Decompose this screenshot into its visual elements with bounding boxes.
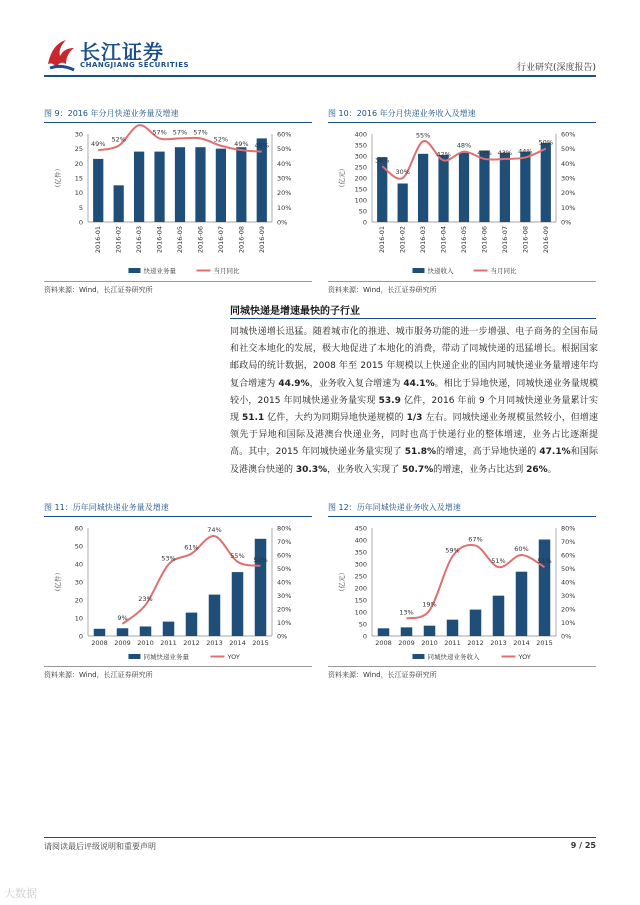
yoy-data-label: 48% bbox=[456, 141, 472, 150]
bar bbox=[398, 184, 408, 223]
y-tick-label: 100 bbox=[354, 608, 367, 617]
y2-tick-label: 50% bbox=[277, 565, 292, 573]
bar bbox=[94, 629, 106, 636]
y-tick-label: 0 bbox=[362, 632, 367, 641]
yoy-data-label: 38% bbox=[374, 156, 390, 165]
figure-9-source-rule bbox=[44, 281, 312, 282]
paragraph-run: 51.8% bbox=[404, 447, 436, 458]
y-tick-label: 30 bbox=[74, 130, 83, 139]
y2-tick-label: 40% bbox=[277, 159, 292, 168]
y2-tick-label: 50% bbox=[561, 145, 576, 154]
y2-tick-label: 30% bbox=[277, 592, 292, 600]
bar bbox=[447, 620, 459, 636]
y2-tick-label: 20% bbox=[561, 189, 576, 198]
x-tick-label: 2016-09 bbox=[541, 226, 550, 254]
paragraph-run: 1/3 bbox=[406, 413, 423, 424]
x-tick-label: 2016-04 bbox=[439, 226, 448, 254]
bar bbox=[516, 572, 528, 636]
y2-tick-label: 0% bbox=[277, 218, 288, 227]
x-tick-label: 2016-04 bbox=[155, 226, 164, 254]
figure-10-source: 资料来源：Wind，长江证券研究所 bbox=[328, 286, 437, 294]
bar bbox=[140, 626, 152, 636]
yoy-data-label: 43% bbox=[497, 148, 513, 157]
bar bbox=[500, 153, 510, 222]
y-tick-label: 10 bbox=[74, 189, 83, 198]
figure-9-title: 图 9：2016 年分月快递业务量及增速 bbox=[44, 109, 179, 118]
bar bbox=[195, 147, 205, 222]
y2-tick-label: 20% bbox=[277, 605, 292, 614]
y2-tick-label: 10% bbox=[561, 619, 576, 627]
legend-bar-label: 同城快递业务量 bbox=[143, 653, 189, 661]
x-tick-label: 2016-06 bbox=[196, 226, 205, 254]
yoy-data-label: 55% bbox=[415, 131, 431, 140]
footer-divider bbox=[44, 837, 596, 838]
y2-tick-label: 60% bbox=[277, 130, 292, 139]
figure-12-source: 资料来源：Wind，长江证券研究所 bbox=[328, 671, 437, 679]
yoy-data-label: 13% bbox=[399, 608, 414, 617]
yoy-data-label: 51% bbox=[537, 557, 552, 566]
paragraph-run: 50.7% bbox=[401, 464, 434, 475]
legend-bar-label: 快递业务量 bbox=[143, 267, 176, 275]
y-tick-label: 100 bbox=[354, 196, 367, 205]
y-tick-label: 0 bbox=[362, 218, 367, 227]
yoy-data-label: 67% bbox=[468, 535, 483, 544]
y-axis-label: （亿元） bbox=[338, 165, 346, 191]
x-tick-label: 2015 bbox=[536, 639, 553, 647]
y-tick-label: 350 bbox=[354, 548, 367, 557]
x-tick-label: 2016-02 bbox=[114, 226, 123, 254]
bar bbox=[424, 626, 436, 636]
paragraph-run: 。 bbox=[547, 464, 557, 475]
legend-line-label: 当月同比 bbox=[213, 267, 240, 275]
y2-tick-label: 70% bbox=[561, 538, 576, 546]
yoy-data-label: 43% bbox=[477, 148, 492, 157]
paragraph-run: 30.3% bbox=[295, 464, 328, 475]
figure-10-rule bbox=[328, 122, 596, 123]
header-divider bbox=[44, 75, 596, 77]
y-tick-label: 200 bbox=[354, 174, 367, 183]
figure-11-source: 资料来源：Wind，长江证券研究所 bbox=[44, 671, 153, 679]
bar bbox=[520, 152, 530, 222]
y-tick-label: 0 bbox=[78, 218, 83, 227]
yoy-data-label: 61% bbox=[184, 543, 199, 552]
yoy-data-label: 9% bbox=[117, 613, 128, 622]
y2-tick-label: 10% bbox=[561, 203, 576, 212]
figure-9-source: 资料来源：Wind，长江证券研究所 bbox=[44, 286, 153, 294]
y-tick-label: 50 bbox=[358, 207, 367, 216]
bar bbox=[232, 572, 244, 636]
figure-12-title: 图 12：历年同城快递业务收入及增速 bbox=[328, 503, 461, 512]
bar bbox=[418, 154, 428, 222]
yoy-data-label: 55% bbox=[230, 551, 245, 560]
y2-tick-label: 10% bbox=[277, 619, 292, 627]
y2-tick-label: 30% bbox=[561, 592, 576, 600]
bar bbox=[175, 147, 185, 222]
paragraph-run: 51.1 bbox=[242, 413, 265, 424]
x-tick-label: 2016-07 bbox=[216, 226, 225, 254]
x-tick-label: 2016-02 bbox=[398, 226, 407, 254]
paragraph-run: 亿件，大约为同期异地快递规模的 bbox=[264, 413, 407, 424]
y2-tick-label: 10% bbox=[277, 203, 292, 212]
x-tick-label: 2015 bbox=[252, 639, 269, 647]
x-tick-label: 2011 bbox=[160, 639, 177, 647]
legend-line-label: YOY bbox=[227, 653, 240, 661]
bar bbox=[209, 595, 221, 636]
x-tick-label: 2008 bbox=[375, 639, 392, 647]
yoy-data-label: 23% bbox=[138, 594, 153, 603]
x-tick-label: 2016-03 bbox=[419, 226, 428, 254]
y-tick-label: 30 bbox=[74, 578, 83, 587]
y-tick-label: 25 bbox=[74, 145, 83, 154]
y-tick-label: 40 bbox=[74, 560, 83, 569]
legend-bar-swatch bbox=[128, 268, 140, 273]
legend-bar-swatch bbox=[128, 654, 140, 659]
y2-tick-label: 0% bbox=[561, 218, 572, 227]
yoy-data-label: 57% bbox=[152, 128, 167, 137]
y-tick-label: 60 bbox=[74, 524, 83, 533]
y-tick-label: 450 bbox=[354, 524, 367, 533]
bar bbox=[493, 596, 505, 636]
legend-line-label: 当月同比 bbox=[490, 267, 517, 275]
y-axis-label: （亿元） bbox=[338, 569, 346, 595]
y-tick-label: 5 bbox=[78, 203, 83, 212]
y2-tick-label: 0% bbox=[561, 632, 572, 641]
paragraph-run: 47.1% bbox=[539, 447, 571, 458]
figure-11-title: 图 11：历年同城快递业务量及增速 bbox=[44, 503, 169, 512]
y-tick-label: 300 bbox=[354, 152, 367, 161]
y-tick-label: 300 bbox=[354, 560, 367, 569]
x-tick-label: 2012 bbox=[183, 639, 200, 647]
bar bbox=[541, 143, 551, 222]
paragraph-run: 和国际及港澳台快递的 bbox=[230, 447, 598, 475]
figure-9-chart bbox=[44, 124, 314, 280]
paragraph-run: 44.1% bbox=[403, 378, 435, 389]
figure-11-chart bbox=[44, 518, 314, 666]
x-tick-label: 2009 bbox=[398, 639, 415, 647]
yoy-data-label: 52% bbox=[111, 135, 126, 144]
legend-bar-label: 同城快递业务收入 bbox=[427, 653, 480, 661]
y-tick-label: 350 bbox=[354, 141, 367, 150]
y-tick-label: 150 bbox=[354, 596, 367, 605]
x-tick-label: 2010 bbox=[137, 639, 154, 647]
x-tick-label: 2016-01 bbox=[378, 226, 387, 254]
yoy-data-label: 53% bbox=[161, 554, 176, 563]
yoy-data-label: 57% bbox=[193, 128, 208, 137]
section-rule bbox=[230, 318, 596, 319]
x-tick-label: 2014 bbox=[513, 639, 530, 647]
y2-tick-label: 30% bbox=[561, 174, 576, 183]
y2-tick-label: 0% bbox=[277, 632, 288, 641]
paragraph-run: 的增速，业务占比达到 bbox=[433, 464, 527, 475]
y-tick-label: 15 bbox=[74, 174, 83, 183]
figure-11-rule bbox=[44, 516, 312, 517]
y-tick-label: 20 bbox=[74, 596, 83, 605]
y2-tick-label: 40% bbox=[277, 578, 292, 587]
report-type: 行业研究(深度报告) bbox=[516, 63, 596, 73]
yoy-data-label: 52% bbox=[213, 135, 229, 144]
y2-tick-label: 50% bbox=[561, 565, 576, 573]
paragraph-run: 亿件，2016 年前 9 个月同城快递业务量累计实现 bbox=[230, 395, 598, 424]
yoy-data-label: 19% bbox=[422, 600, 437, 609]
legend-bar-label: 快递收入 bbox=[427, 267, 454, 275]
x-tick-label: 2014 bbox=[229, 639, 246, 647]
legend-bar-swatch bbox=[412, 654, 424, 659]
bar bbox=[438, 155, 448, 222]
footer-disclaimer: 请阅读最后评级说明和重要声明 bbox=[44, 842, 156, 851]
x-tick-label: 2016-07 bbox=[500, 226, 509, 254]
y-tick-label: 50 bbox=[74, 542, 83, 551]
y-tick-label: 50 bbox=[358, 620, 367, 629]
x-tick-label: 2016-01 bbox=[94, 226, 103, 254]
y-tick-label: 20 bbox=[74, 159, 83, 168]
x-tick-label: 2016-03 bbox=[135, 226, 144, 254]
x-tick-label: 2016-05 bbox=[176, 226, 184, 254]
x-tick-label: 2016-09 bbox=[257, 226, 266, 254]
x-tick-label: 2016-08 bbox=[237, 226, 246, 254]
paragraph-run: 44.9% bbox=[278, 378, 310, 389]
paragraph-run: 26% bbox=[526, 464, 548, 475]
page-number: 9 / 25 bbox=[570, 841, 596, 850]
y2-tick-label: 70% bbox=[277, 538, 292, 546]
y2-tick-label: 60% bbox=[277, 551, 292, 560]
bar bbox=[216, 149, 226, 222]
bar bbox=[186, 613, 198, 636]
y2-tick-label: 20% bbox=[561, 605, 576, 614]
yoy-data-label: 52% bbox=[253, 555, 268, 564]
yoy-data-label: 48% bbox=[254, 141, 270, 150]
section-paragraph bbox=[230, 324, 598, 479]
x-tick-label: 2011 bbox=[444, 639, 461, 647]
y2-tick-label: 40% bbox=[561, 578, 576, 587]
y-tick-label: 250 bbox=[354, 572, 367, 581]
y-axis-label: （亿件） bbox=[54, 165, 62, 191]
y-tick-label: 400 bbox=[354, 130, 367, 139]
y-tick-label: 400 bbox=[354, 536, 367, 545]
paragraph-run: 。相比于异地快递，同城快递业务量规模较小，2015 年同城快递业务量实现 bbox=[230, 378, 598, 406]
yoy-data-label: 42% bbox=[436, 150, 451, 159]
bar bbox=[539, 540, 551, 636]
y-tick-label: 200 bbox=[354, 584, 367, 593]
logo-text-cn: 长江证券 bbox=[80, 40, 164, 64]
logo-text-en: CHANGJIANG SECURITIES bbox=[80, 61, 190, 69]
figure-12-chart bbox=[328, 518, 598, 666]
bar bbox=[378, 628, 390, 636]
legend-bar-swatch bbox=[412, 268, 424, 273]
y-axis-label: （亿件） bbox=[54, 569, 62, 595]
figure-11-source-rule bbox=[44, 666, 312, 667]
bar bbox=[163, 622, 175, 636]
x-tick-label: 2013 bbox=[206, 639, 223, 647]
y2-tick-label: 60% bbox=[561, 551, 576, 560]
x-tick-label: 2016-06 bbox=[480, 226, 489, 254]
figure-9-rule bbox=[44, 122, 312, 123]
x-tick-label: 2008 bbox=[91, 639, 108, 647]
bar bbox=[236, 147, 246, 222]
y-tick-label: 250 bbox=[354, 163, 367, 172]
figure-12-rule bbox=[328, 516, 596, 517]
paragraph-run: 的增速，高于异地快递的 bbox=[435, 447, 540, 458]
x-tick-label: 2010 bbox=[421, 639, 438, 647]
legend-line-label: YOY bbox=[518, 653, 531, 661]
bar bbox=[154, 152, 164, 222]
y-tick-label: 0 bbox=[78, 632, 83, 641]
bar bbox=[117, 628, 129, 636]
y2-tick-label: 30% bbox=[277, 174, 292, 183]
paragraph-run: 53.9 bbox=[378, 395, 401, 406]
yoy-data-label: 44% bbox=[518, 147, 533, 156]
y-tick-label: 150 bbox=[354, 185, 367, 194]
yoy-data-label: 51% bbox=[491, 557, 506, 566]
x-tick-label: 2016-08 bbox=[521, 226, 530, 254]
x-tick-label: 2012 bbox=[467, 639, 484, 647]
x-tick-label: 2009 bbox=[114, 639, 131, 647]
bar bbox=[401, 627, 413, 636]
yoy-data-label: 50% bbox=[538, 138, 554, 147]
bar bbox=[255, 539, 267, 636]
bar bbox=[93, 159, 103, 222]
y2-tick-label: 20% bbox=[277, 189, 292, 198]
watermark: 大数据 bbox=[4, 887, 37, 900]
figure-12-source-rule bbox=[328, 666, 596, 667]
y2-tick-label: 40% bbox=[561, 159, 576, 168]
y2-tick-label: 60% bbox=[561, 130, 576, 139]
yoy-data-label: 30% bbox=[395, 168, 410, 176]
section-heading: 同城快递是增速最快的子行业 bbox=[230, 306, 360, 317]
paragraph-run: ，业务收入实现了 bbox=[327, 464, 402, 475]
y-tick-label: 10 bbox=[74, 614, 83, 623]
figure-10-title: 图 10：2016 年分月快递业务收入及增速 bbox=[328, 109, 476, 118]
x-tick-label: 2016-05 bbox=[460, 226, 468, 254]
y2-tick-label: 80% bbox=[561, 524, 576, 533]
paragraph-run: ，业务收入复合增速为 bbox=[309, 378, 404, 389]
y2-tick-label: 50% bbox=[277, 145, 292, 154]
yoy-data-label: 57% bbox=[172, 128, 188, 137]
yoy-data-label: 49% bbox=[90, 140, 106, 149]
yoy-data-label: 74% bbox=[207, 526, 222, 535]
figure-10-source-rule bbox=[328, 281, 596, 282]
paragraph-run: 左右。同城快递业务规模虽然较小，但增速领先于异地和国际及港澳台快递业务，同时也高于快递行业的整体增速，业务占比逐渐提高。其中，2015 年同城快递业务量实现了 bbox=[230, 413, 598, 458]
figure-10-chart bbox=[328, 124, 598, 280]
yoy-data-label: 60% bbox=[514, 545, 529, 553]
paragraph-run: 同城快递增长迅猛。随着城市化的推进、城市服务功能的进一步增强、电子商务的全国布局和社交本地化的发展，极大地促进了本地化的消费，带动了同城快递的迅猛增长。根据国家邮政局的统计数据，2008 年至 2015 年规模以上快递企业的国内同城快递业务量增速年均复合增速为 bbox=[230, 327, 598, 389]
y2-tick-label: 80% bbox=[277, 524, 292, 533]
bar bbox=[134, 152, 144, 222]
bar bbox=[459, 153, 469, 222]
bar bbox=[114, 185, 124, 222]
yoy-data-label: 49% bbox=[234, 140, 249, 149]
x-tick-label: 2013 bbox=[490, 639, 507, 647]
bar bbox=[470, 610, 482, 636]
yoy-data-label: 59% bbox=[445, 546, 460, 555]
logo-icon bbox=[44, 34, 80, 74]
